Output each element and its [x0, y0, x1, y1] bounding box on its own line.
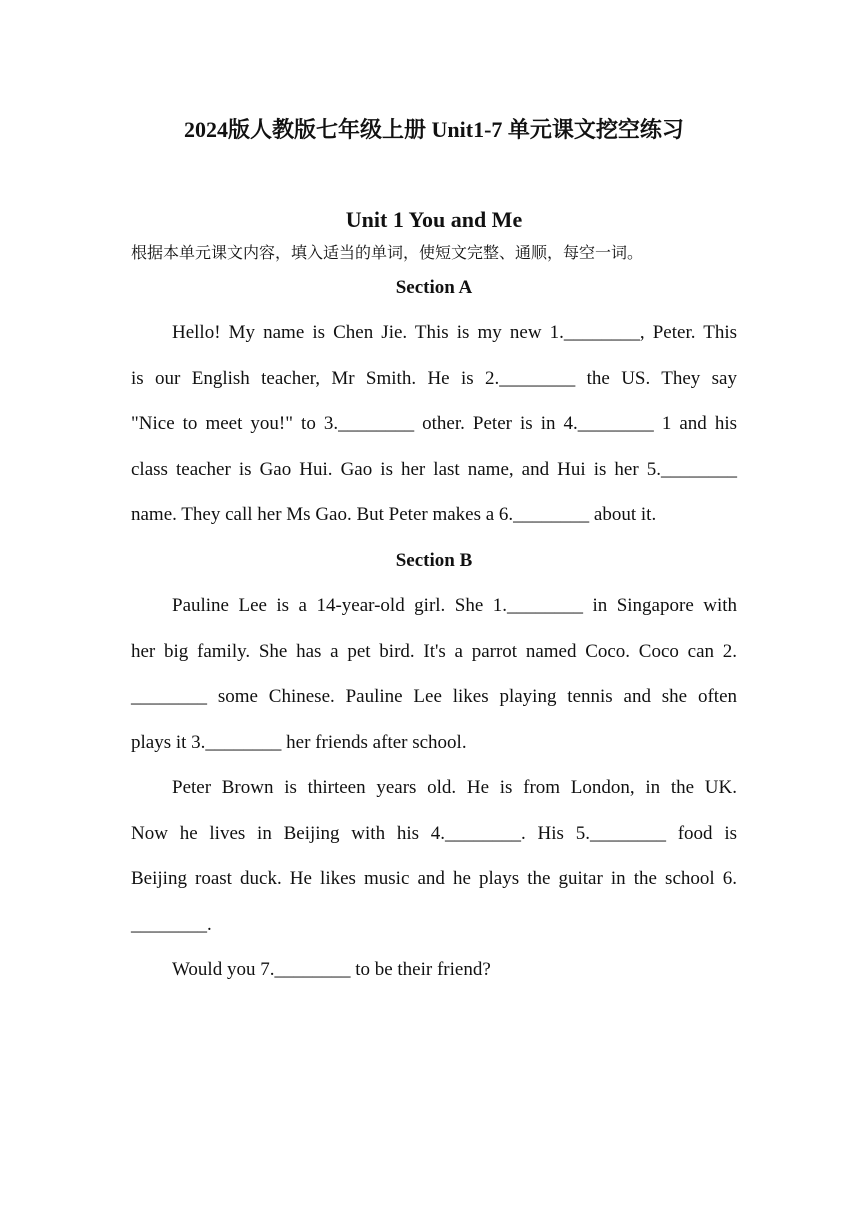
- document-title: 2024版人教版七年级上册 Unit1-7 单元课文挖空练习: [184, 117, 684, 142]
- section-a-line: "Nice to meet you!" to 3.________ other. Peter is in 4.________ 1 and his: [131, 413, 737, 434]
- section-b-line: ________.: [131, 914, 212, 935]
- instruction-text: 根据本单元课文内容，填入适当的单词，使短文完整、通顺，每空一词。: [131, 243, 644, 262]
- section-a-line: name. They call her Ms Gao. But Peter makes a 6.________ about it.: [131, 504, 657, 525]
- section-b-line: Would you 7.________ to be their friend?: [172, 959, 491, 980]
- section-a-heading: Section A: [395, 277, 473, 298]
- section-b-heading: Section B: [395, 550, 473, 571]
- section-b-line: Beijing roast duck. He likes music and he plays the guitar in the school 6.: [131, 868, 737, 889]
- section-b-line: Pauline Lee is a 14-year-old girl. She 1.________ in Singapore with: [172, 595, 737, 616]
- section-a-line: Hello! My name is Chen Jie. This is my new 1.________, Peter. This: [172, 322, 737, 343]
- unit-title: Unit 1 You and Me: [345, 207, 523, 232]
- section-b-line: her big family. She has a pet bird. It's a parrot named Coco. Coco can 2.: [131, 641, 737, 662]
- section-b-line: Now he lives in Beijing with his 4.________. His 5.________ food is: [131, 823, 737, 844]
- section-b-line: Peter Brown is thirteen years old. He is from London, in the UK.: [172, 777, 737, 798]
- section-b-line: plays it 3.________ her friends after school.: [131, 732, 467, 753]
- section-a-line: class teacher is Gao Hui. Gao is her last name, and Hui is her 5.________: [131, 459, 737, 480]
- section-b-line: ________ some Chinese. Pauline Lee likes playing tennis and she often: [131, 686, 737, 707]
- section-a-line: is our English teacher, Mr Smith. He is 2.________ the US. They say: [131, 368, 737, 389]
